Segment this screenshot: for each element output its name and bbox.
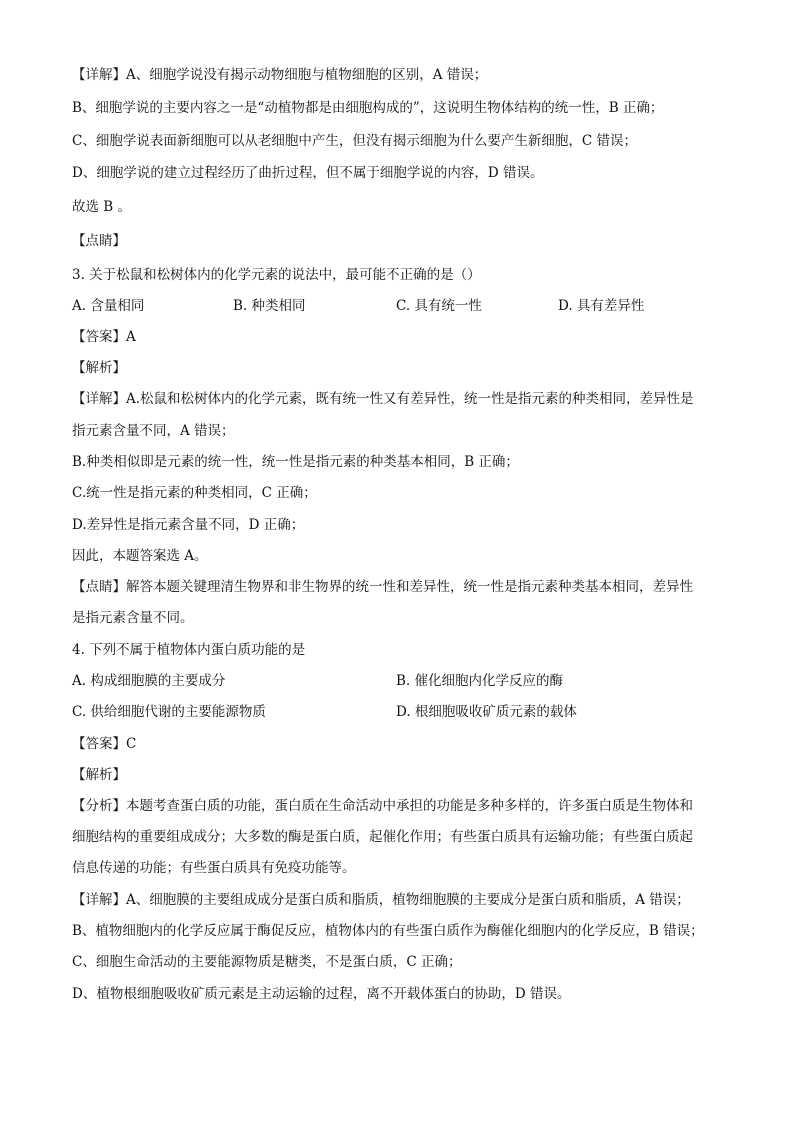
answer-line: 【答案】A <box>72 329 136 345</box>
text-line: B、植物细胞内的化学反应属于酶促反应，植物体内的有些蛋白质作为酶催化细胞内的化学反应，B 错误； <box>72 923 704 939</box>
text-line: 是指元素含量不同。 <box>72 610 194 626</box>
section-label: 【解析】 <box>72 767 126 783</box>
text-line: 指元素含量不同，A 错误； <box>72 423 235 439</box>
q3-option-a: A. 含量相同 <box>72 298 145 314</box>
text-line: C.统一性是指元素的种类相同，C 正确； <box>72 485 317 501</box>
section-label: 【解析】 <box>72 360 126 376</box>
text-line: 【点睛】解答本题关键理清生物界和非生物界的统一性和差异性，统一性是指元素种类基本相同，差异性 <box>72 579 693 595</box>
text-line: 细胞结构的重要组成成分；大多数的酶是蛋白质，起催化作用；有些蛋白质具有运输功能；有些蛋白质起 <box>72 829 693 845</box>
text-line: 【详解】A.松鼠和松树体内的化学元素，既有统一性又有差异性，统一性是指元素的种类相同，差异性是 <box>72 391 694 407</box>
text-line: B.种类相似即是元素的统一性，统一性是指元素的种类基本相同，B 正确； <box>72 454 519 470</box>
q4-option-d: D. 根细胞吸收矿质元素的载体 <box>396 704 577 720</box>
text-line: 【详解】A、细胞膜的主要组成成分是蛋白质和脂质，植物细胞膜的主要成分是蛋白质和脂质，A 错误； <box>72 892 690 908</box>
text-line: 故选 B 。 <box>72 199 132 215</box>
q4-option-b: B. 催化细胞内化学反应的酶 <box>396 673 564 689</box>
question-3: 3. 关于松鼠和松树体内的化学元素的说法中，最可能不正确的是（） <box>72 267 481 283</box>
text-line: 因此，本题答案选 A。 <box>72 548 208 564</box>
question-4: 4. 下列不属于植物体内蛋白质功能的是 <box>72 642 306 658</box>
text-line: C、细胞生命活动的主要能源物质是糖类，不是蛋白质，C 正确； <box>72 954 462 970</box>
text-line: 【详解】A、细胞学说没有揭示动物细胞与植物细胞的区别，A 错误； <box>72 67 488 83</box>
q3-option-c: C. 具有统一性 <box>396 298 482 314</box>
text-line: D.差异性是指元素含量不同，D 正确； <box>72 517 305 533</box>
text-line: C、细胞学说表面新细胞可以从老细胞中产生，但没有揭示细胞为什么要产生新细胞，C 错误； <box>72 133 637 149</box>
q4-option-c: C. 供给细胞代谢的主要能源物质 <box>72 704 266 720</box>
text-line: B、细胞学说的主要内容之一是“动植物都是由细胞构成的”，这说明生物体结构的统一性，B 正确； <box>72 100 664 116</box>
section-label: 【点睛】 <box>72 233 126 249</box>
q4-option-a: A. 构成细胞膜的主要成分 <box>72 673 226 689</box>
text-line: D、植物根细胞吸收矿质元素是主动运输的过程，离不开载体蛋白的协助，D 错误。 <box>72 986 571 1002</box>
answer-line: 【答案】C <box>72 736 137 752</box>
q3-option-d: D. 具有差异性 <box>558 298 645 314</box>
text-line: 【分析】本题考查蛋白质的功能，蛋白质在生命活动中承担的功能是多种多样的，许多蛋白质是生物体和 <box>72 798 693 814</box>
text-line: 信息传递的功能；有些蛋白质具有免疫功能等。 <box>72 860 356 876</box>
text-line: D、细胞学说的建立过程经历了曲折过程，但不属于细胞学说的内容，D 错误。 <box>72 165 544 181</box>
q3-option-b: B. 种类相同 <box>233 298 306 314</box>
